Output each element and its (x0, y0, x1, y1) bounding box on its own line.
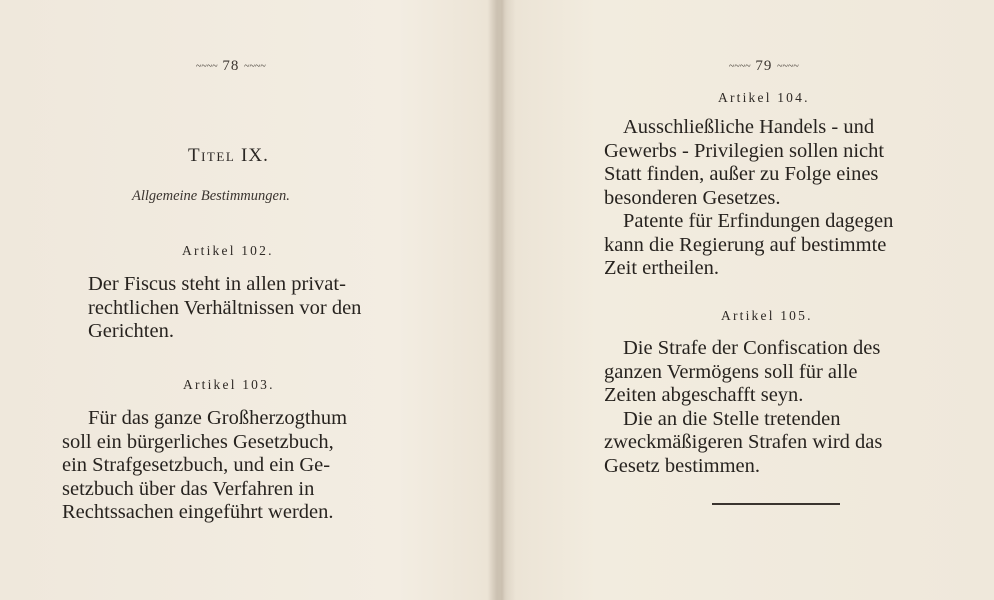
article-105-line: ganzen Vermögens soll für alle (604, 360, 858, 383)
article-104-line: Ausschließliche Handels - und (623, 116, 875, 138)
article-104-line: Patente für Erfindungen dagegen (623, 210, 894, 232)
article-102-text (88, 273, 404, 344)
article-105-line: Gesetz bestimmen. (604, 454, 760, 477)
folio-ornament: ~~~~ (777, 61, 799, 73)
article-104-heading: Artikel 104. (718, 90, 810, 105)
folio-ornament: ~~~~ (729, 61, 751, 73)
page-number-left-value: 78 (222, 58, 240, 74)
article-105-heading: Artikel 105. (721, 308, 813, 323)
article-103-line: setzbuch über das Verfahren in (62, 477, 315, 500)
section-title (188, 145, 269, 167)
article-103-line: soll ein bürgerliches Gesetzbuch, (62, 430, 334, 453)
page-number-left (196, 58, 266, 75)
folio-ornament: ~~~~ (196, 61, 218, 73)
article-104-line: Zeit ertheilen. (604, 257, 719, 279)
article-103-line: Rechtssachen eingeführt werden. (62, 501, 334, 523)
article-103-heading: Artikel 103. (183, 377, 275, 392)
section-subtitle: Allgemeine Bestimmungen. (132, 188, 290, 204)
folio-ornament: ~~~~ (244, 61, 266, 73)
article-105-line: Zeiten abgeschafft seyn. (604, 384, 804, 406)
article-105-line: Die an die Stelle tretenden (623, 407, 841, 430)
page-number-right (729, 58, 799, 75)
article-103-line: Für das ganze Großherzogthum (88, 407, 348, 429)
article-104-line: besonderen Gesetzes. (604, 186, 781, 209)
page-number-right-value: 79 (755, 58, 773, 74)
article-102-line: rechtlichen Verhältnissen vor den (88, 296, 362, 319)
article-105-line: zweckmäßigeren Strafen wird das (604, 431, 883, 453)
section-title-prefix: Titel (188, 145, 236, 166)
article-102-line: Der Fiscus steht in allen privat- (88, 273, 346, 295)
section-title-numeral: IX. (241, 145, 269, 166)
article-102-line: Gerichten. (88, 320, 174, 342)
article-104-line: Gewerbs - Privilegien sollen nicht (604, 139, 885, 162)
article-105-line: Die Strafe der Confiscation des (623, 337, 881, 359)
article-103-line: ein Strafgesetzbuch, und ein Ge- (62, 454, 331, 476)
right-page (505, 0, 994, 600)
end-rule (712, 503, 840, 505)
article-105-text (604, 337, 948, 478)
article-103-text (62, 407, 406, 525)
article-104-text (604, 116, 948, 281)
article-104-line: kann die Regierung auf bestimmte (604, 233, 887, 256)
article-102-heading: Artikel 102. (182, 243, 274, 258)
article-104-line: Statt finden, außer zu Folge eines (604, 163, 879, 185)
